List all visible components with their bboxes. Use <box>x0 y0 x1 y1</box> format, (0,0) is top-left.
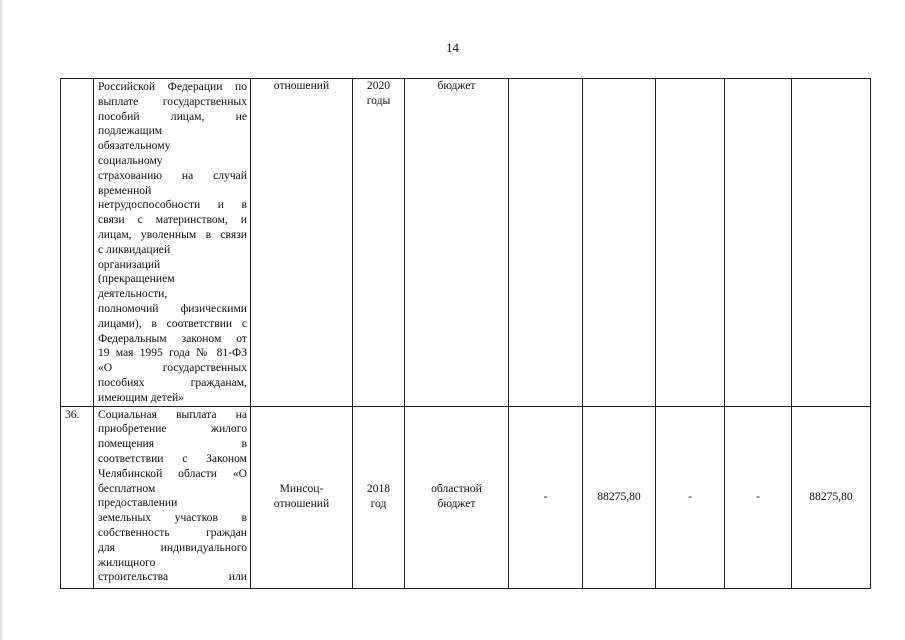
executor-cell: отношений <box>251 79 353 407</box>
value-cell-total: 88275,80 <box>792 406 871 588</box>
value-cell-3: - <box>656 406 725 588</box>
table-row <box>61 406 871 588</box>
description-text: Российской Федерации по выплате государственных пособий лицам, не подлежащим обязательному социальному страхованию на случай временной нетрудоспособности и в связи с материнством, и лицам, уволенным в связи с ликвидацией организаций (прекращением деятельности, полномочий физическими лицами), в соответствии с Федеральным законом от 19 мая 1995 года № 81-ФЗ «О государственных пособиях гражданам, имеющим детей» <box>98 80 247 404</box>
value-cell-3 <box>656 79 725 407</box>
program-table <box>60 78 871 589</box>
funding-source-cell: бюджет <box>405 79 509 407</box>
description-text: Социальная выплата на приобретение жилого помещения в соответствии с Законом Челябинской области «О бесплатном предоставлении земельных участков в собственность граждан для индивидуального жилищного строительства или <box>98 407 247 584</box>
value-cell-total <box>792 79 871 407</box>
period-cell: 2020 годы <box>353 79 405 407</box>
value-cell-4: - <box>725 406 792 588</box>
description-cell <box>94 79 251 407</box>
value-cell-1: - <box>509 406 583 588</box>
scan-edge-shadow <box>0 0 4 640</box>
row-number-cell: 36. <box>61 406 94 588</box>
executor-cell: Минсоц- отношений <box>251 406 353 588</box>
value-cell-2 <box>583 79 656 407</box>
value-cell-2: 88275,80 <box>583 406 656 588</box>
period-cell: 2018 год <box>353 406 405 588</box>
value-cell-1 <box>509 79 583 407</box>
value-cell-4 <box>725 79 792 407</box>
funding-source-cell: областной бюджет <box>405 406 509 588</box>
page-number: 14 <box>446 40 459 55</box>
row-number-cell <box>61 79 94 407</box>
table-row <box>61 79 871 407</box>
description-cell <box>94 406 251 588</box>
